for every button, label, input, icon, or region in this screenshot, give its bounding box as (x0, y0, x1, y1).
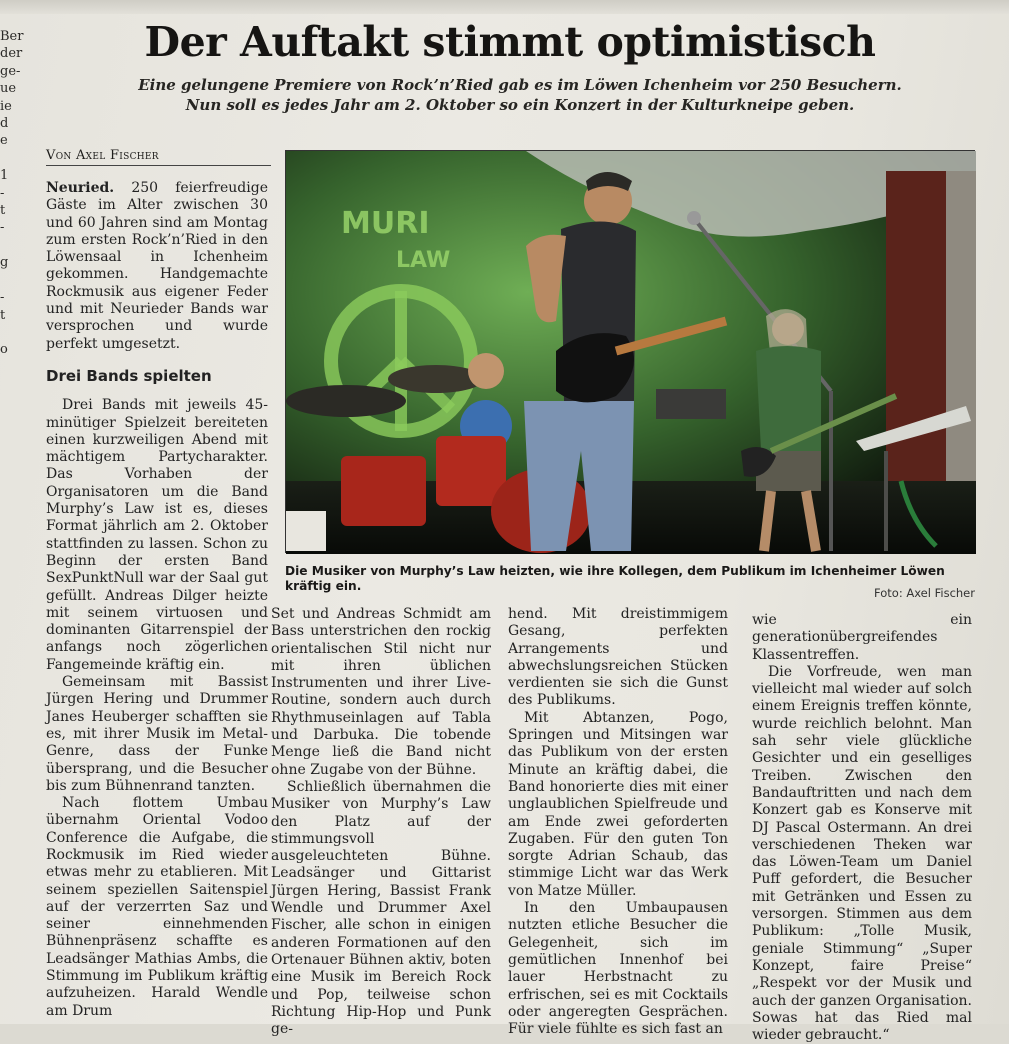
section-heading: Drei Bands spielten (46, 366, 212, 385)
body-paragraph: Drei Bands mit jeweils 45-minütiger Spielzeit bereiteten einen kurzweiligen Abend mit mächtigem Partycharakter. Das Vorhaben der Organisatoren um die Band Murphy’s Law ist es, dieses Format jährlich am 2. Oktober stattfinden zu lassen. Schon zu Beginn der ersten Band SexPunktNull war der Saal gut gefüllt. Andreas Dilger heizte mit seinem virtuosen und dominanten Gitarrenspiel der anfangs noch zögerlichen Fangemeinde kräftig ein. (46, 397, 268, 673)
lead-paragraph (46, 180, 268, 353)
microphone (687, 211, 701, 225)
body-paragraph: Schließlich übernahmen die Musiker von Murphy’s Law den Platz auf der stimmungsvoll ausgeleuchteten Bühne. Leadsänger und Gittarist Jürgen Hering, Bassist Frank Wendle und Drummer Axel Fischer, alle schon in einigen anderen Formationen auf den Ortenauer Bühnen aktiv, boten eine Musik im Bereich Rock und Pop, teilweise schon Richtung Hip-Hop und Punk ge- (271, 778, 491, 1038)
body-paragraph: Die Vorfreude, wen man vielleicht mal wieder auf solch einem Ereignis treffen könnte, wurde reichlich belohnt. Man sah sehr viele glückliche Gesichter und ein geselliges Treiben. Zwischen den Bandauftritten und nach dem Konzert gab es Konserve mit DJ Pascal Ostermann. An drei verschiedenen Theken war das Löwen-Team um Daniel Puff gefordert, die Besucher mit Getränken und Essen zu versorgen. Stimmen aus dem Publikum: „Tolle Musik, geniale Stimmung“ „Super Konzept, faire Preise“ „Respekt vor der Musik und auch der ganzen Organisation. Sowas hat das Ried mal wieder gebraucht.“ (752, 663, 972, 1044)
article-column-2 (271, 606, 491, 1038)
body-paragraph: Gemeinsam mit Bassist Jürgen Hering und Drummer Janes Heuberger schafften sie es, mit ihrer Musik im Metal-Genre, dass der Funke übersprang, und die Besucher bis zum Bühnenrand tanzten. (46, 674, 268, 794)
photo-caption: Die Musiker von Murphy’s Law heizten, wie ihre Kollegen, dem Publikum im Ichenheimer Löwen kräftig ein. (285, 564, 945, 593)
banner-text-line-1: MURI (341, 206, 430, 241)
lead-text: 250 feierfreudige Gäste im Alter zwischen 30 und 60 Jahren sind am Montag zum ersten Rock’n’Ried in den Löwensaal in Ichenheim gekommen. Handgemachte Rockmusik aus eigener Feder und mit Neurieder Bands war versprochen und wurde perfekt umgesetzt. (46, 180, 268, 352)
article-column-3 (508, 606, 728, 1038)
floor-tom (341, 456, 426, 526)
article-column-4 (752, 612, 972, 1044)
headline: Der Auftakt stimmt optimistisch (144, 18, 876, 66)
body-paragraph: In den Umbaupausen nutzten etliche Besucher die Gelegenheit, sich im gemütlichen Innenhof bei lauer Herbstnacht zu erfrischen, sei es mit Cocktails oder angeregten Gesprächen. Für viele fühlte es sich fast an (508, 900, 728, 1038)
concert-photo-illustration (286, 151, 976, 554)
photo-credit: Foto: Axel Fischer (874, 586, 975, 600)
banner-text-line-2: LAW (396, 248, 451, 273)
body-paragraph: hend. Mit dreistimmigem Gesang, perfekten Arrangements und abwechslungsreichen Stücken verdienten sie sich die Gunst des Publikums. (508, 606, 728, 709)
body-paragraph: Set und Andreas Schmidt am Bass unterstrichen den rockig orientalischen Stil nicht nur mit ihren üblichen Instrumenten und ihrer Live-Routine, sondern auch durch Rhythmuseinlagen auf Tabla und Darbuka. Die tobende Menge ließ die Band nicht ohne Zugabe von der Bühne. (271, 606, 491, 778)
subheadline (120, 75, 920, 115)
body-paragraph: Nach flottem Umbau übernahm Oriental Vodoo Conference die Aufgabe, die Rockmusik im Ried wieder etwas mehr zu etablieren. Mit seinem speziellen Saitenspiel auf der verzerrten Saz und seiner einnehmenden Bühnenpräsenz schaffte es Leadsänger Mathias Ambs, die Stimmung im Publikum kräftig aufzuheizen. Harald Wendle am Drum (46, 795, 268, 1019)
byline: Von Axel Fischer (46, 148, 271, 166)
dateline: Neuried. (46, 180, 115, 196)
cymbal (286, 385, 406, 417)
article-column-1 (46, 180, 268, 1020)
subheadline-line-1: Eine gelungene Premiere von Rock’n’Ried gab es im Löwen Ichenheim vor 250 Besuchern. (138, 76, 902, 94)
amplifier (656, 389, 726, 419)
page-top-edge (0, 0, 1009, 14)
body-paragraph: wie ein generationübergreifendes Klassentreffen. (752, 612, 972, 663)
concert-photo (285, 150, 975, 553)
adjacent-column-fragments: Ber der ge- ue ie d e 1 - t - g - t o (0, 29, 24, 358)
drummer-head (468, 353, 504, 389)
body-paragraph: Mit Abtanzen, Pogo, Springen und Mitsingen war das Publikum von der ersten Minute an kräftig dabei, die Band honorierte dies mit einer unglaublichen Spielfreude und am Ende zwei geforderten Zugaben. Für den guten Ton sorgte Adrian Schaub, das stimmige Licht war das Werk von Matze Müller. (508, 709, 728, 899)
subheadline-line-2: Nun soll es jedes Jahr am 2. Oktober so ein Konzert in der Kulturkneipe geben. (185, 96, 855, 114)
stage-monitor (286, 511, 326, 551)
